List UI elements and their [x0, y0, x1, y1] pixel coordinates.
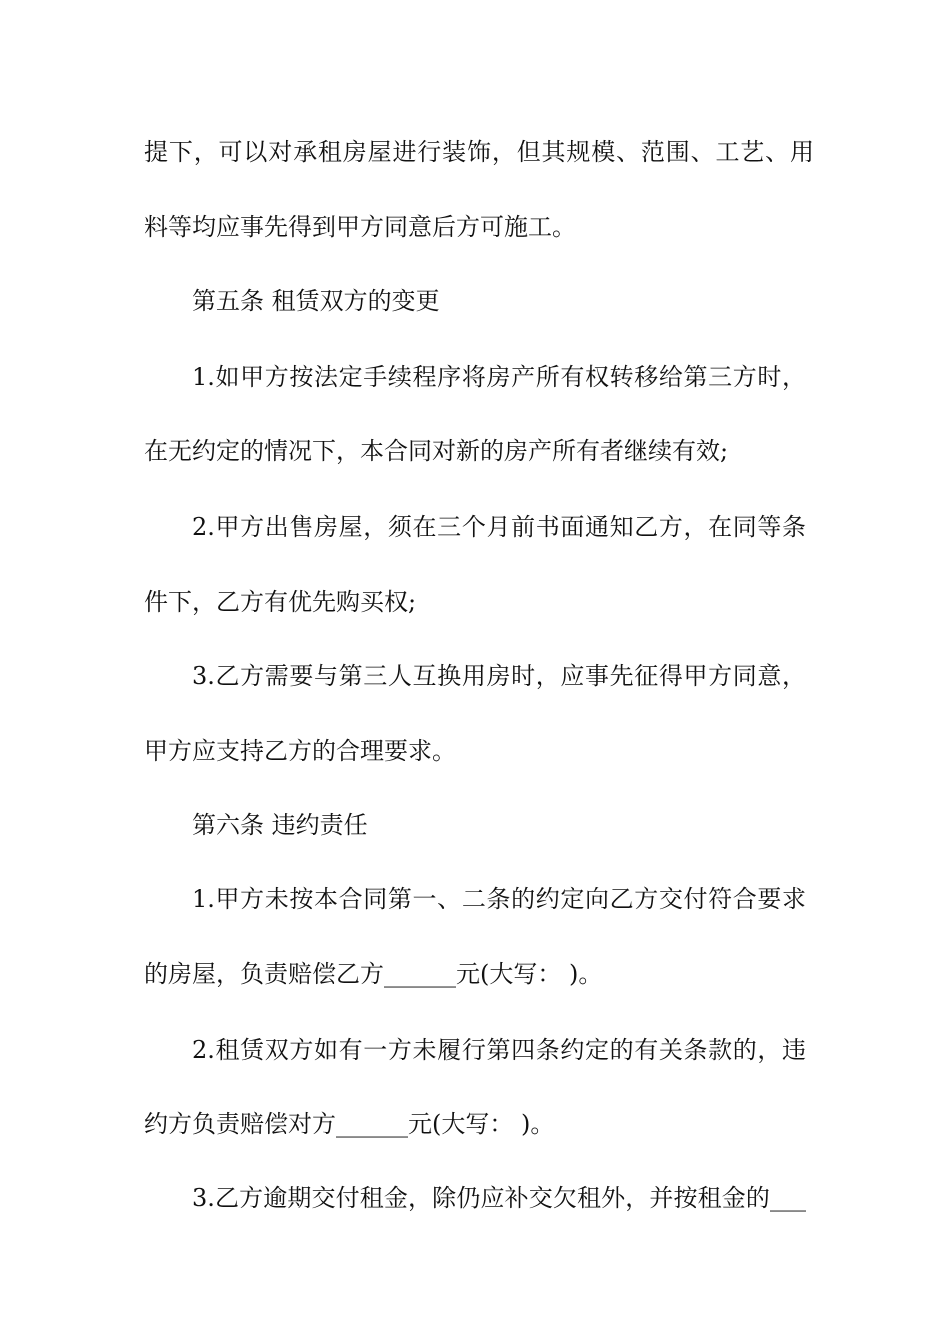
paragraph-line: 3.乙方逾期交付租金，除仍应补交欠租外，并按租金的___ — [192, 1184, 806, 1212]
paragraph-line: 件下，乙方有优先购买权; — [144, 588, 417, 616]
paragraph-line: 2.租赁双方如有一方未履行第四条约定的有关条款的，违 — [192, 1036, 806, 1064]
section-heading: 第六条 违约责任 — [192, 811, 368, 839]
paragraph-line: 3.乙方需要与第三人互换用房时，应事先征得甲方同意， — [192, 662, 806, 690]
paragraph-line: 的房屋，负责赔偿乙方______元(大写： )。 — [144, 960, 603, 988]
paragraph-line: 约方负责赔偿对方______元(大写： )。 — [144, 1110, 555, 1138]
paragraph-line: 提下，可以对承租房屋进行装饰，但其规模、范围、工艺、用 — [144, 138, 814, 166]
paragraph-line: 1.甲方未按本合同第一、二条的约定向乙方交付符合要求 — [192, 885, 806, 913]
paragraph-line: 料等均应事先得到甲方同意后方可施工。 — [144, 213, 576, 241]
paragraph-line: 甲方应支持乙方的合理要求。 — [144, 737, 456, 765]
paragraph-line: 在无约定的情况下，本合同对新的房产所有者继续有效; — [144, 437, 729, 465]
paragraph-line: 2.甲方出售房屋，须在三个月前书面通知乙方，在同等条 — [192, 513, 806, 541]
paragraph-line: 1.如甲方按法定手续程序将房产所有权转移给第三方时， — [192, 363, 806, 391]
section-heading: 第五条 租赁双方的变更 — [192, 287, 440, 315]
